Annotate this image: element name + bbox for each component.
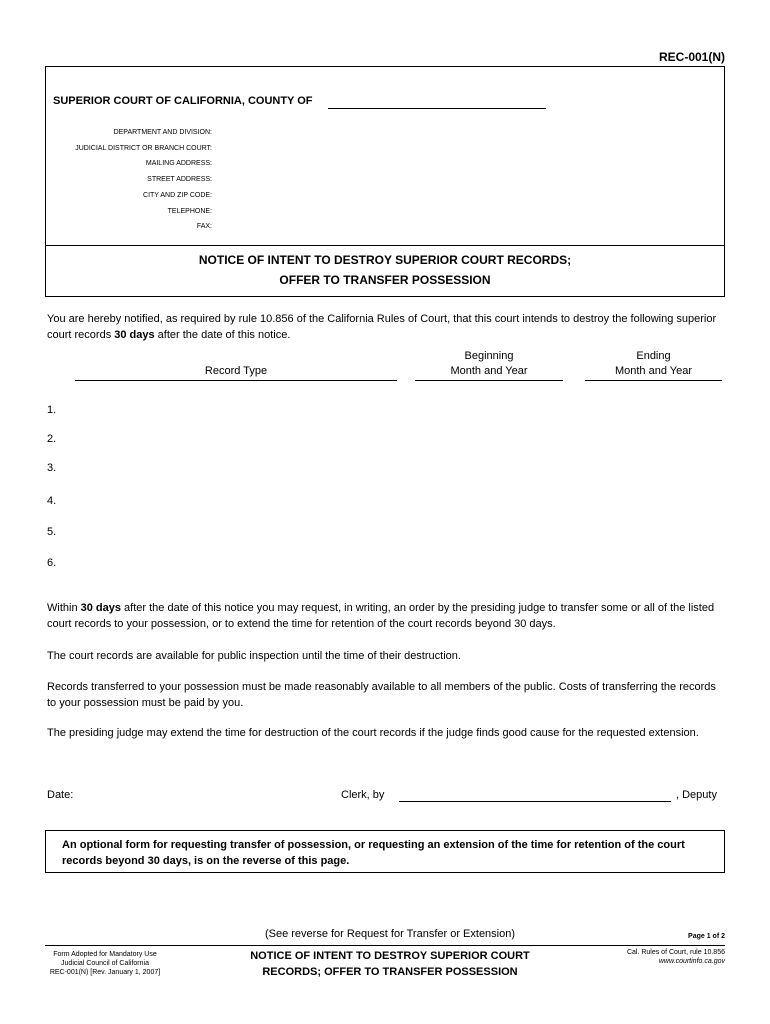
- record-row-3[interactable]: 3.: [47, 462, 57, 474]
- record-row-1[interactable]: 1.: [47, 404, 57, 416]
- form-title-line2: OFFER TO TRANSFER POSSESSION: [279, 273, 491, 287]
- intro-text-1: You are hereby notified, as required by rule 10.856 of the California Rules of Court, that this court intends to destroy the following superior court records: [47, 313, 717, 341]
- col-header-record-type: Record Type: [204, 365, 268, 377]
- col-rule-beginning: [415, 380, 563, 381]
- address-label-city-zip: CITY AND ZIP CODE:: [143, 192, 212, 199]
- col-rule-record-type: [75, 380, 397, 381]
- adoption-line-3: REC-001(N) [Rev. January 1, 2007]: [49, 969, 161, 976]
- county-field[interactable]: [328, 108, 546, 109]
- record-row-4[interactable]: 4.: [47, 495, 57, 507]
- reverse-notice-box: An optional form for requesting transfer of possession, or requesting an extension of the time for retention of the court records beyond 30 days, is on the reverse of this page.: [45, 830, 725, 873]
- address-label-street: STREET ADDRESS:: [147, 176, 212, 183]
- col-header-ending-2: Month and Year: [614, 365, 693, 377]
- footer-title-line2: RECORDS; OFFER TO TRANSFER POSSESSION: [262, 966, 518, 978]
- record-row-5[interactable]: 5.: [47, 526, 57, 538]
- intro-text-2: after the date of this notice.: [154, 329, 291, 341]
- address-label-district: JUDICIAL DISTRICT OR BRANCH COURT:: [75, 145, 212, 152]
- date-label: Date:: [47, 789, 74, 801]
- address-label-department: DEPARTMENT AND DIVISION:: [113, 129, 212, 136]
- clerk-signature-field[interactable]: [399, 801, 671, 802]
- intro-bold: 30 days: [114, 329, 155, 341]
- adoption-line-1: Form Adopted for Mandatory Use: [53, 951, 157, 958]
- within-text-1: Within: [47, 602, 81, 614]
- adoption-line-2: Judicial Council of California: [61, 960, 149, 967]
- footer-title: [215, 948, 565, 980]
- within-paragraph: [47, 600, 727, 632]
- within-bold: 30 days: [80, 602, 121, 614]
- available-paragraph: The court records are available for public inspection until the time of their destruction.: [47, 650, 461, 662]
- address-label-telephone: TELEPHONE:: [167, 208, 212, 215]
- footer-rule: [45, 945, 725, 946]
- record-row-2[interactable]: 2.: [47, 433, 57, 445]
- adoption-info: [45, 950, 165, 977]
- footer-title-line1: NOTICE OF INTENT TO DESTROY SUPERIOR COURT: [250, 950, 530, 962]
- court-label: SUPERIOR COURT OF CALIFORNIA, COUNTY OF: [53, 95, 313, 107]
- address-label-fax: FAX:: [196, 223, 212, 230]
- col-header-beginning-2: Month and Year: [450, 365, 528, 377]
- col-header-beginning-1: Beginning: [464, 350, 514, 362]
- transferred-paragraph: Records transferred to your possession must be made reasonably available to all members of the public. Costs of transferring the records to your possession must be paid by you.: [47, 681, 716, 709]
- within-text-2: after the date of this notice you may request, in writing, an order by the presiding judge to transfer some or all of the listed court records to your possession, or to extend the time for retention of the court records beyond 30 days.: [47, 602, 715, 630]
- presiding-paragraph: The presiding judge may extend the time for destruction of the court records if the judge finds good cause for the requested extension.: [47, 727, 699, 739]
- rule-reference-text: Cal. Rules of Court, rule 10.856: [626, 949, 725, 956]
- address-label-mailing: MAILING ADDRESS:: [145, 160, 212, 167]
- intro-paragraph: [47, 311, 727, 343]
- rule-reference: [627, 948, 725, 966]
- page-number: Page 1 of 2: [688, 933, 725, 940]
- website-link[interactable]: www.courtinfo.ca.gov: [658, 958, 725, 965]
- col-rule-ending: [585, 380, 722, 381]
- clerk-label: Clerk, by: [341, 789, 385, 801]
- title-divider: [45, 245, 725, 246]
- form-number: REC-001(N): [658, 50, 725, 64]
- col-header-ending-1: Ending: [636, 350, 671, 362]
- see-reverse-note: (See reverse for Request for Transfer or Extension): [264, 928, 516, 940]
- deputy-label: , Deputy: [676, 789, 717, 801]
- record-row-6[interactable]: 6.: [47, 557, 57, 569]
- form-title-line1: NOTICE OF INTENT TO DESTROY SUPERIOR COURT RECORDS;: [198, 253, 572, 267]
